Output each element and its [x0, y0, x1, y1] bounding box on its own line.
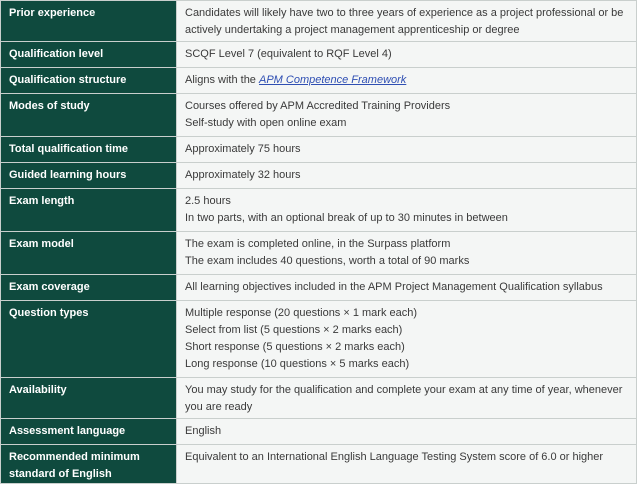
value-line: English	[185, 425, 222, 437]
row-label: Question types	[1, 301, 177, 378]
row-label: Qualification structure	[1, 68, 177, 94]
row-label: Exam model	[1, 232, 177, 275]
row-qualification-level	[1, 42, 637, 68]
row-exam-length	[1, 189, 637, 232]
value-line: 2.5 hours	[185, 195, 231, 207]
value-line: In two parts, with an optional break of up to 30 minutes in between	[185, 212, 508, 224]
row-value	[177, 163, 637, 189]
row-label: Guided learning hours	[1, 163, 177, 189]
row-value	[177, 232, 637, 275]
value-prefix: Aligns with the	[185, 74, 259, 86]
row-prior-experience	[1, 1, 637, 42]
row-availability	[1, 378, 637, 419]
value-line: SCQF Level 7 (equivalent to RQF Level 4)	[185, 48, 392, 60]
value-line: Multiple response (20 questions × 1 mark each)	[185, 307, 418, 319]
row-value	[177, 189, 637, 232]
row-label: Exam length	[1, 189, 177, 232]
row-value	[177, 275, 637, 301]
row-value	[177, 378, 637, 419]
value-line: Courses offered by APM Accredited Training Providers	[185, 100, 451, 112]
row-modes-of-study	[1, 94, 637, 137]
value-line: Approximately 75 hours	[185, 143, 301, 155]
row-value	[177, 445, 637, 484]
row-qualification-structure	[1, 68, 637, 94]
value-line	[185, 72, 630, 89]
row-value	[177, 94, 637, 137]
row-exam-model	[1, 232, 637, 275]
row-recommended-english	[1, 445, 637, 484]
row-value	[177, 419, 637, 445]
value-line: Approximately 32 hours	[185, 169, 301, 181]
apm-competence-framework-link[interactable]: APM Competence Framework	[258, 74, 407, 86]
value-line: Select from list (5 questions × 2 marks each)	[185, 324, 403, 336]
value-line: Self-study with open online exam	[185, 117, 347, 129]
row-guided-learning-hours	[1, 163, 637, 189]
row-assessment-language	[1, 419, 637, 445]
value-line: Equivalent to an International English Language Testing System score of 6.0 or higher	[185, 451, 604, 463]
value-line: Long response (10 questions × 5 marks each)	[185, 358, 410, 370]
value-line: The exam is completed online, in the Surpass platform	[185, 238, 451, 250]
row-value	[177, 137, 637, 163]
row-label: Recommended minimum standard of English	[1, 445, 177, 484]
value-line: You may study for the qualification and complete your exam at any time of year, whenever you are ready	[185, 384, 623, 413]
value-line: Short response (5 questions × 2 marks each)	[185, 341, 405, 353]
row-label: Qualification level	[1, 42, 177, 68]
row-label: Prior experience	[1, 1, 177, 42]
row-value	[177, 68, 637, 94]
row-label: Availability	[1, 378, 177, 419]
row-label: Exam coverage	[1, 275, 177, 301]
row-value	[177, 1, 637, 42]
row-value	[177, 42, 637, 68]
row-value	[177, 301, 637, 378]
value-line: The exam includes 40 questions, worth a total of 90 marks	[185, 255, 470, 267]
row-label: Assessment language	[1, 419, 177, 445]
row-label: Total qualification time	[1, 137, 177, 163]
row-total-qualification-time	[1, 137, 637, 163]
value-line: All learning objectives included in the APM Project Management Qualification syllabus	[185, 281, 603, 293]
row-exam-coverage	[1, 275, 637, 301]
row-question-types	[1, 301, 637, 378]
value-line: Candidates will likely have two to three years of experience as a project professional or be actively undertaking a project management apprenticeship or degree	[185, 7, 624, 36]
row-label: Modes of study	[1, 94, 177, 137]
